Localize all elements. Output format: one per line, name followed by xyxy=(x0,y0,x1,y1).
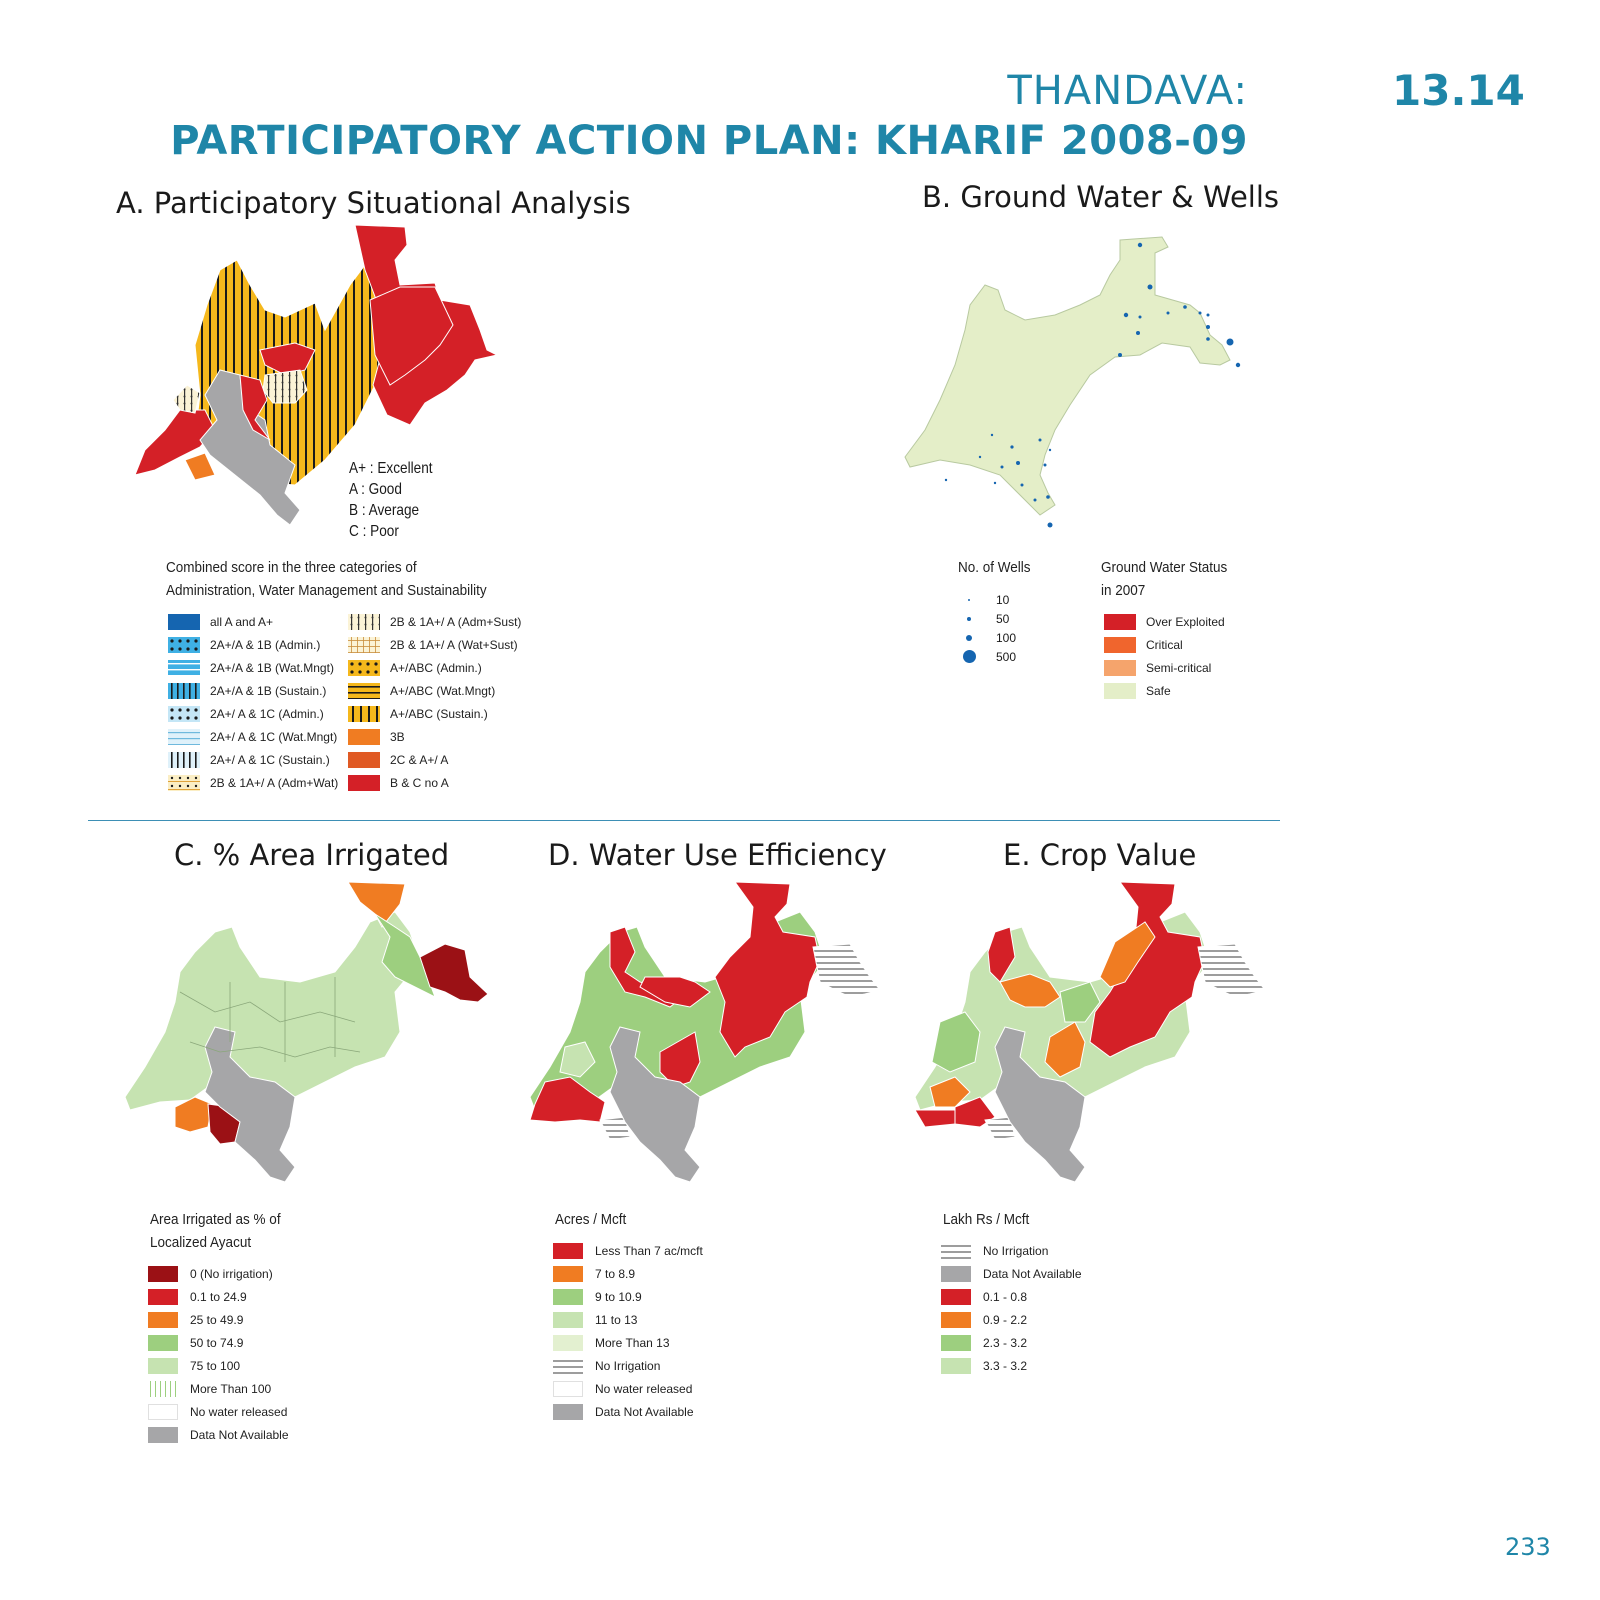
legend-item: 2A+/A & 1B (Sustain.) xyxy=(168,679,338,702)
legend-c-title: Area Irrigated as % of Localized Ayacut xyxy=(150,1211,281,1251)
legend-item: 0 (No irrigation) xyxy=(148,1262,289,1285)
section-a-title: A. Participatory Situational Analysis xyxy=(116,186,631,220)
legend-item: A+/ABC (Wat.Mngt) xyxy=(348,679,521,702)
legend-item: More Than 13 xyxy=(553,1331,703,1354)
legend-item: A+/ABC (Sustain.) xyxy=(348,702,521,725)
legend-d-title: Acres / Mcft xyxy=(555,1211,627,1228)
location-heading: THANDAVA: xyxy=(1007,68,1248,114)
page-title: PARTICIPATORY ACTION PLAN: KHARIF 2008-09 xyxy=(170,118,1248,164)
legend-item: More Than 100 xyxy=(148,1377,289,1400)
legend-item: No Irrigation xyxy=(941,1239,1082,1262)
legend-e xyxy=(941,1239,1082,1377)
legend-item: 10 xyxy=(956,590,1016,609)
legend-item: No water released xyxy=(553,1377,703,1400)
legend-item: 2A+/ A & 1C (Wat.Mngt) xyxy=(168,725,338,748)
grade-legend xyxy=(349,458,433,542)
legend-item: 3B xyxy=(348,725,521,748)
legend-item: 75 to 100 xyxy=(148,1354,289,1377)
legend-item: 7 to 8.9 xyxy=(553,1262,703,1285)
section-e-title: E. Crop Value xyxy=(1003,838,1197,872)
legend-item: 500 xyxy=(956,647,1016,666)
legend-item: 2B & 1A+/ A (Adm+Wat) xyxy=(168,771,338,794)
section-b-title: B. Ground Water & Wells xyxy=(922,180,1280,214)
legend-item: 2A+/A & 1B (Admin.) xyxy=(168,633,338,656)
legend-d xyxy=(553,1239,703,1423)
section-c-title: C. % Area Irrigated xyxy=(174,838,450,872)
section-d-title: D. Water Use Efficiency xyxy=(548,838,887,872)
grade-item: B : Average xyxy=(349,502,420,519)
legend-item: 50 to 74.9 xyxy=(148,1331,289,1354)
legend-item: Data Not Available xyxy=(553,1400,703,1423)
legend-item: 2A+/A & 1B (Wat.Mngt) xyxy=(168,656,338,679)
legend-item: 2C & A+/ A xyxy=(348,748,521,771)
status-legend-title: Ground Water Status in 2007 xyxy=(1101,559,1228,599)
grade-item: A+ : Excellent xyxy=(349,460,433,477)
legend-item: 50 xyxy=(956,609,1016,628)
legend-e-title: Lakh Rs / Mcft xyxy=(943,1211,1030,1228)
legend-item: 3.3 - 3.2 xyxy=(941,1354,1082,1377)
legend-c xyxy=(148,1262,289,1446)
map-a xyxy=(125,225,505,535)
legend-item: A+/ABC (Admin.) xyxy=(348,656,521,679)
legend-item: 2B & 1A+/ A (Adm+Sust) xyxy=(348,610,521,633)
plate-number: 13.14 xyxy=(1392,66,1525,115)
legend-item: 9 to 10.9 xyxy=(553,1285,703,1308)
map-d xyxy=(525,882,905,1192)
legend-item: 100 xyxy=(956,628,1016,647)
legend-item: Data Not Available xyxy=(148,1423,289,1446)
legend-item: Over Exploited xyxy=(1104,610,1225,633)
legend-item: Critical xyxy=(1104,633,1225,656)
wells-legend xyxy=(956,590,1016,666)
legend-item: Semi-critical xyxy=(1104,656,1225,679)
grade-item: C : Poor xyxy=(349,523,399,540)
legend-item: 2.3 - 3.2 xyxy=(941,1331,1082,1354)
map-b xyxy=(900,235,1270,545)
legend-item: 0.1 - 0.8 xyxy=(941,1285,1082,1308)
legend-item: Safe xyxy=(1104,679,1225,702)
legend-a-col2 xyxy=(348,610,521,794)
legend-item: 0.1 to 24.9 xyxy=(148,1285,289,1308)
legend-item: 11 to 13 xyxy=(553,1308,703,1331)
legend-item: Data Not Available xyxy=(941,1262,1082,1285)
legend-item: No Irrigation xyxy=(553,1354,703,1377)
legend-item: 0.9 - 2.2 xyxy=(941,1308,1082,1331)
legend-item: all A and A+ xyxy=(168,610,338,633)
legend-item: 2A+/ A & 1C (Sustain.) xyxy=(168,748,338,771)
legend-a-col1 xyxy=(168,610,338,794)
map-c xyxy=(120,882,500,1192)
legend-item: 25 to 49.9 xyxy=(148,1308,289,1331)
wells-legend-title: No. of Wells xyxy=(958,559,1031,576)
legend-item: B & C no A xyxy=(348,771,521,794)
legend-item: Less Than 7 ac/mcft xyxy=(553,1239,703,1262)
status-legend xyxy=(1104,610,1225,702)
section-divider xyxy=(88,820,1280,821)
legend-a-title: Combined score in the three categories of Administration, Water Management and Sustainability xyxy=(166,559,487,599)
legend-item: 2B & 1A+/ A (Wat+Sust) xyxy=(348,633,521,656)
grade-item: A : Good xyxy=(349,481,402,498)
legend-item: 2A+/ A & 1C (Admin.) xyxy=(168,702,338,725)
legend-item: No water released xyxy=(148,1400,289,1423)
map-e xyxy=(910,882,1290,1192)
page-number: 233 xyxy=(1505,1533,1551,1561)
